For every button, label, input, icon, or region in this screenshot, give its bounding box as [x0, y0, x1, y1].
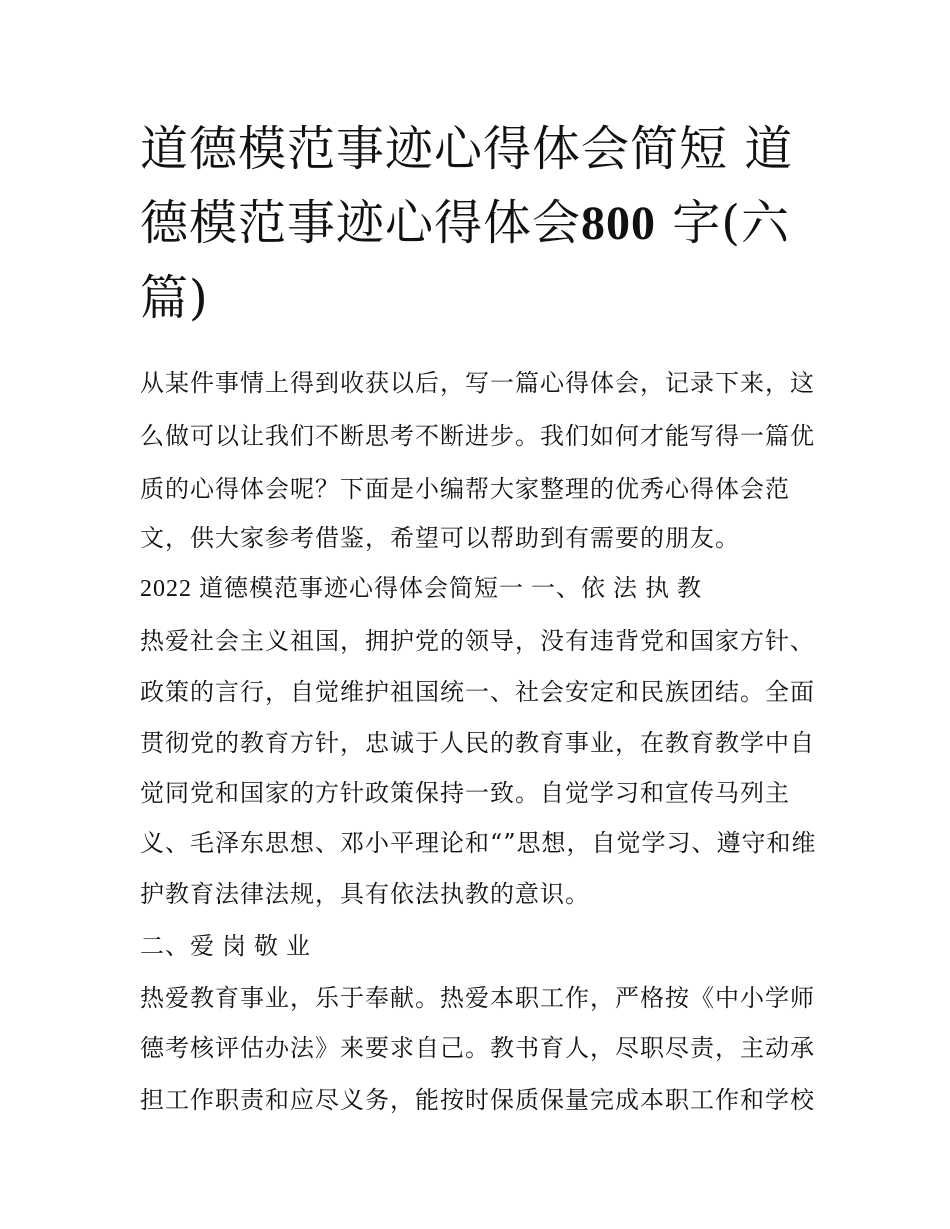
intro-line-3: 质的心得体会呢？下面是小编帮大家整理的优秀心得体会范	[140, 475, 790, 503]
section1-line-3: 贯彻党的教育方针，忠诚于人民的教育事业，在教育教学中自	[140, 729, 815, 757]
intro-line-1: 从某件事情上得到收获以后，写一篇心得体会，记录下来，这	[140, 369, 815, 397]
section2-line-1: 热爱教育事业，乐于奉献。热爱本职工作，严格按《中小学师	[140, 984, 815, 1012]
section1-line-5: 义、毛泽东思想、邓小平理论和“”思想，自觉学习、遵守和维	[140, 829, 817, 857]
title-line-3: 篇)	[140, 270, 209, 326]
section1-line-4: 觉同党和国家的方针政策保持一致。自觉学习和宣传马列主	[140, 779, 790, 807]
intro-line-4: 文，供大家参考借鉴，希望可以帮助到有需要的朋友。	[140, 524, 740, 552]
title-line-2-text: 德模范事迹心得体会	[140, 195, 582, 251]
title-word-count: 800	[581, 197, 657, 250]
intro-line-2: 么做可以让我们不断思考不断进步。我们如何才能写得一篇优	[140, 422, 815, 450]
section2-line-3: 担工作职责和应尽义务，能按时保质保量完成本职工作和学校	[140, 1086, 815, 1114]
section1-line-1: 热爱社会主义祖国，拥护党的领导，没有违背党和国家方针、	[140, 627, 815, 655]
title-line-2	[140, 186, 820, 261]
title-line-2-suffix: 字(六	[656, 195, 791, 251]
section2-heading: 二、爱 岗 敬 业	[140, 934, 311, 960]
section1-heading: 2022 道德模范事迹心得体会简短一 一、依 法 执 教	[140, 576, 702, 602]
section1-line-2: 政策的言行，自觉维护祖国统一、社会安定和民族团结。全面	[140, 678, 815, 706]
section1-line-6: 护教育法律法规，具有依法执教的意识。	[140, 880, 590, 908]
document-title	[140, 112, 820, 335]
section2-line-2: 德考核评估办法》来要求自己。教书育人，尽职尽责，主动承	[140, 1034, 815, 1062]
title-line-1: 道德模范事迹心得体会简短 道	[140, 121, 794, 177]
